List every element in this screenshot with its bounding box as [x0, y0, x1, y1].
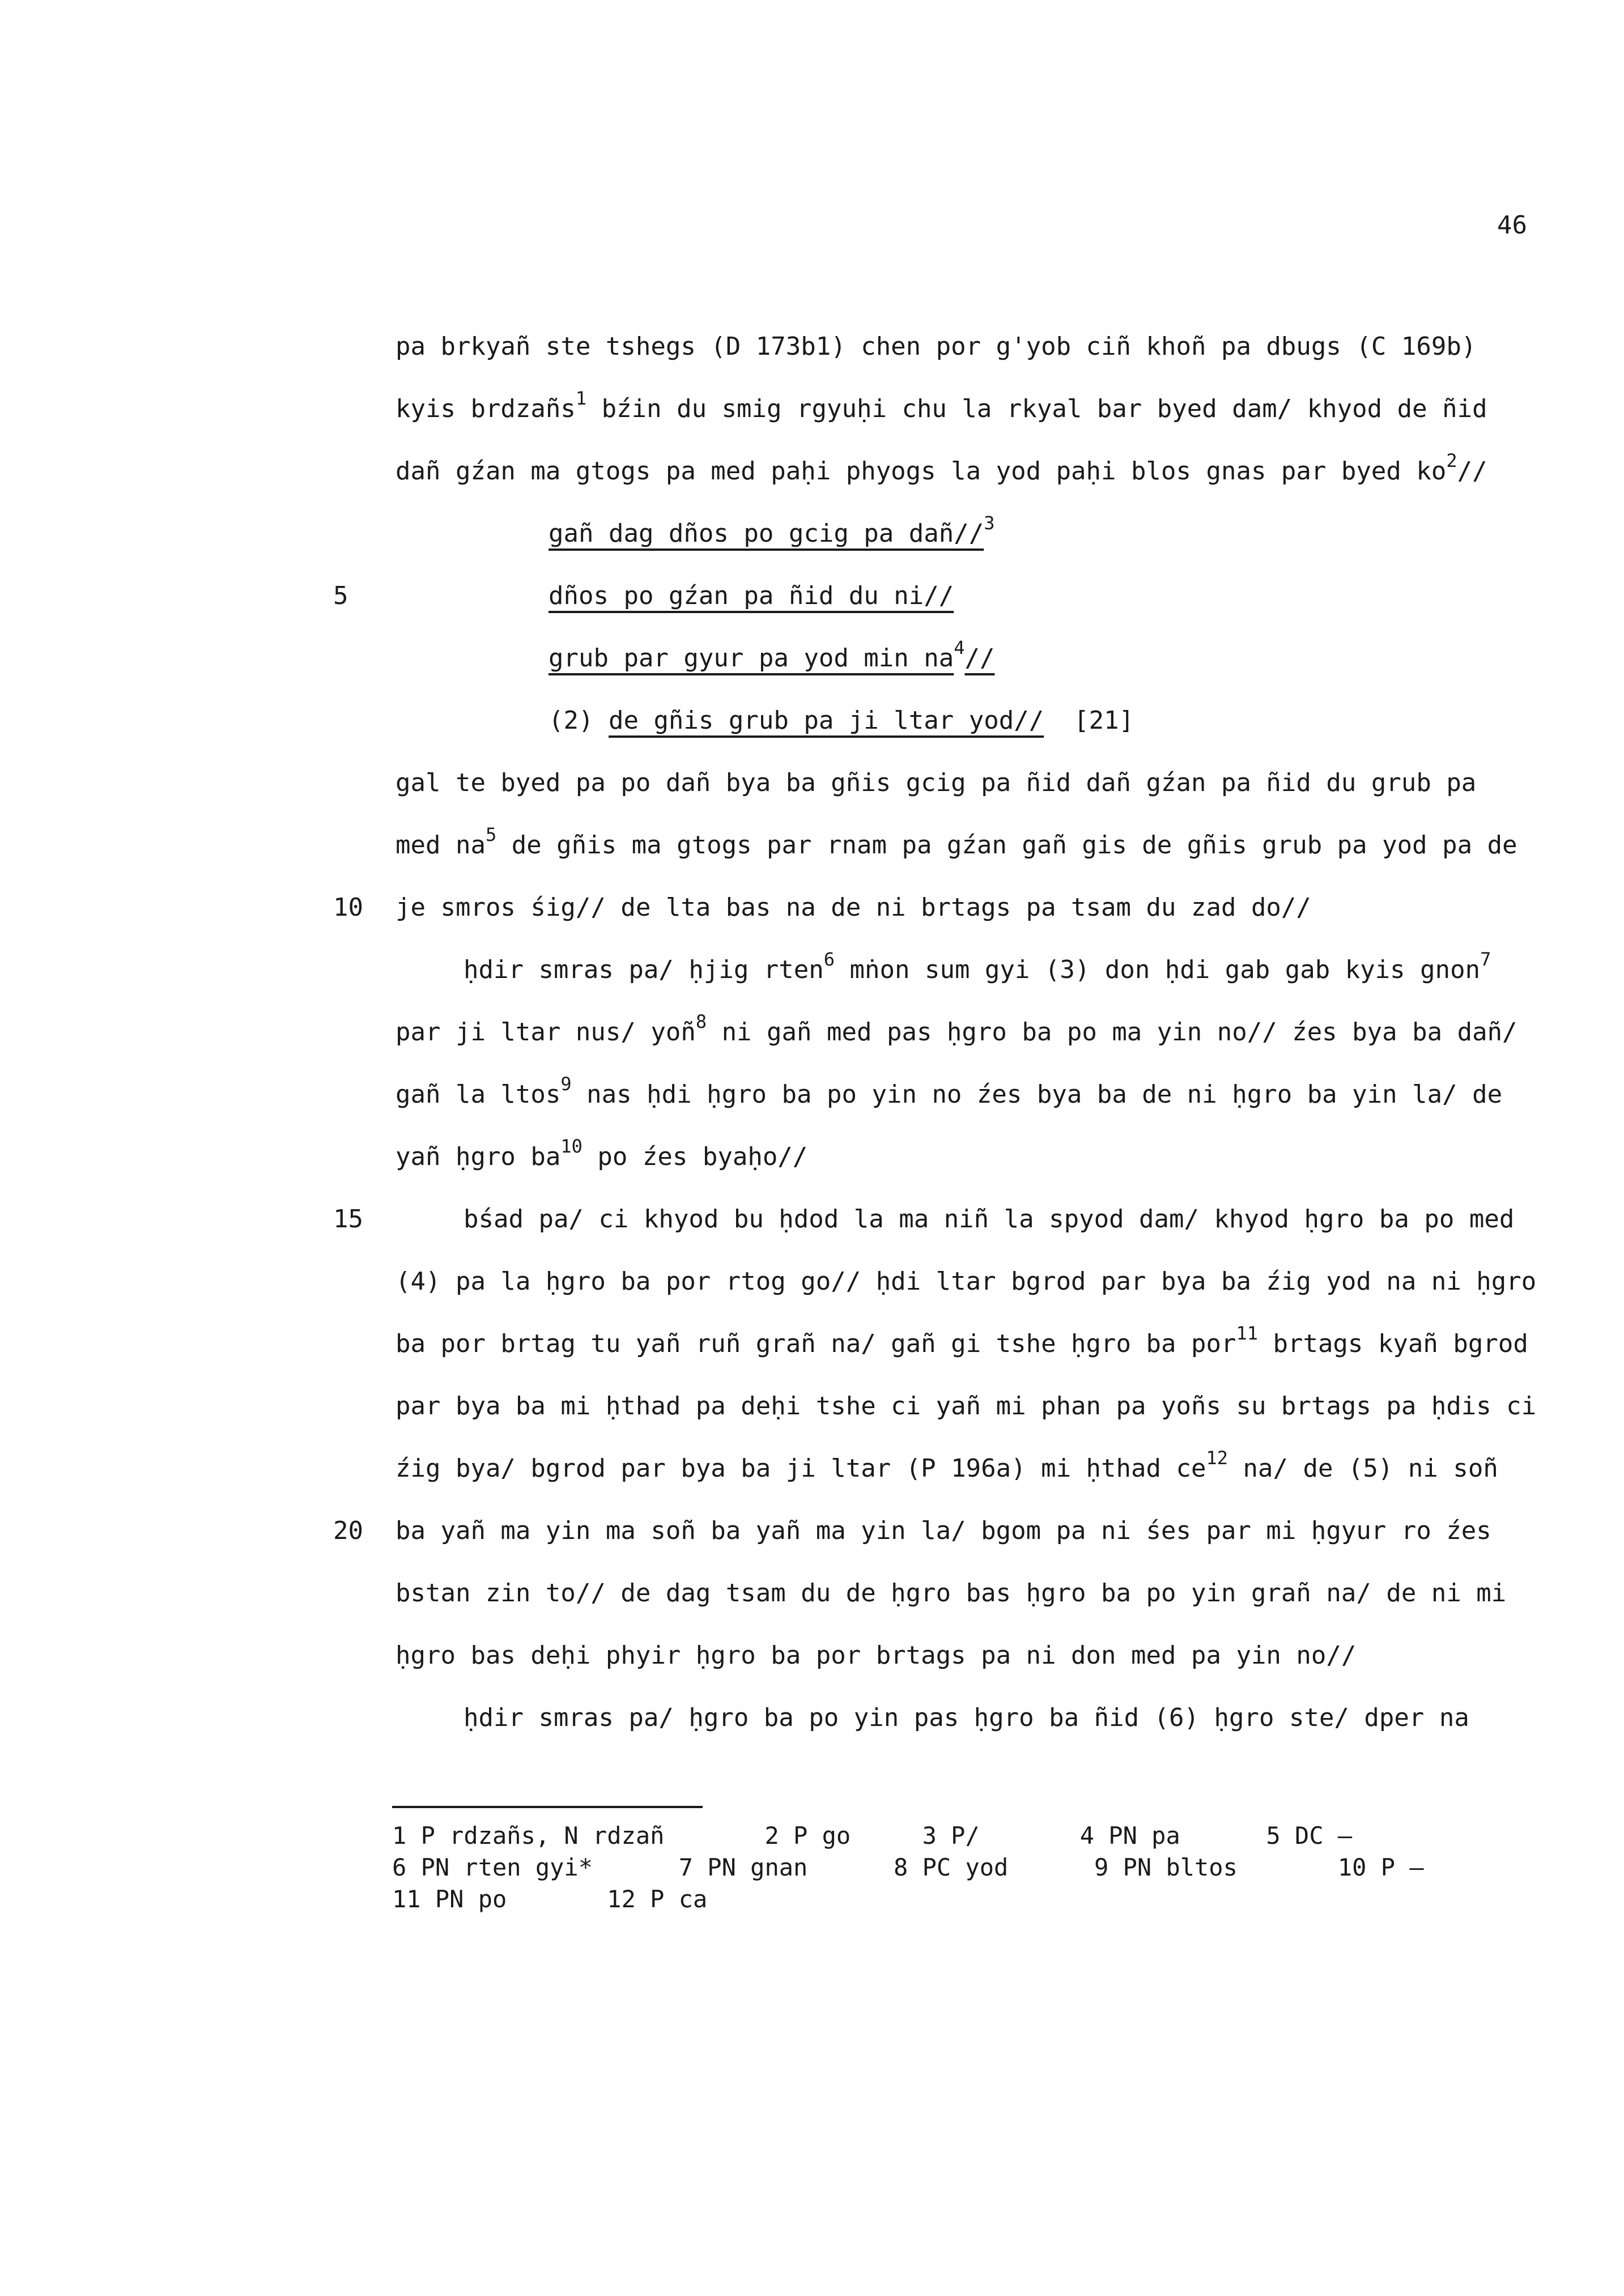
- footnote-marker: 4: [954, 637, 965, 658]
- line-number: 10: [333, 893, 363, 922]
- line-text: [396, 893, 1311, 922]
- footnote-marker: 1: [575, 388, 587, 409]
- line-text: [464, 949, 1491, 984]
- line-text: [396, 1267, 1536, 1296]
- line-text: [396, 1073, 1503, 1109]
- text-segment: brtags kyañ bgrod: [1257, 1329, 1528, 1358]
- underlined-text: grub par gyur pa yod min na: [549, 644, 954, 673]
- page-number: 46: [1497, 211, 1527, 240]
- line-text: [396, 1392, 1536, 1421]
- text-segment: bstan zin to// de dag tsam du de ḥgro bas ḥgro ba po yin grañ na/ de ni mi: [396, 1579, 1507, 1608]
- line-text: [464, 1205, 1514, 1234]
- line-text: [549, 581, 954, 610]
- text-segment: mṅon sum gyi (3) don ḥdi gab gab kyis gnon: [835, 955, 1481, 984]
- line-text: [396, 1516, 1491, 1545]
- text-segment: par bya ba mi ḥthad pa deḥi tshe ci yañ mi phan pa yoñs su brtags pa ḥdis ci: [396, 1392, 1537, 1421]
- footnote-line: 6 PN rten gyi* 7 PN gnan 8 PC yod 9 PN bltos 10 P —: [392, 1853, 1424, 1881]
- text-segment: (4) pa la ḥgro ba por rtog go// ḥdi ltar bgrod par bya ba źig yod na ni ḥgro: [396, 1267, 1537, 1296]
- text-segment: par ji ltar nus/ yoñ: [396, 1018, 696, 1047]
- text-segment: gañ la ltos: [396, 1080, 561, 1109]
- footnote-marker: 10: [560, 1136, 583, 1157]
- text-segment: kyis brdzañs: [396, 394, 576, 423]
- text-segment: źig bya/ bgrod par bya ba ji ltar (P 196a) mi ḥthad ce: [396, 1454, 1206, 1483]
- line-text: [549, 512, 995, 548]
- text-segment: yañ ḥgro ba: [396, 1142, 561, 1171]
- text-segment: [21]: [1044, 706, 1134, 735]
- line-text: [396, 1579, 1506, 1608]
- footnote-marker: 5: [485, 824, 497, 845]
- line-number: 20: [333, 1516, 363, 1545]
- text-segment: ḥdir smras pa/ ḥjig rten: [464, 955, 824, 984]
- line-text: [396, 824, 1517, 860]
- line-text: [396, 768, 1476, 797]
- footnote-marker: 12: [1206, 1447, 1228, 1469]
- text-segment: nas ḥdi ḥgro ba po yin no źes bya ba de ni ḥgro ba yin la/ de: [571, 1080, 1503, 1109]
- line-text: [396, 1323, 1528, 1358]
- text-segment: ni gañ med pas ḥgro ba po ma yin no// źes bya ba dañ/: [707, 1018, 1517, 1047]
- underlined-text: dños po gźan pa ñid du ni//: [549, 581, 954, 610]
- text-segment: bśad pa/ ci khyod bu ḥdod la ma niñ la spyod dam/ khyod ḥgro ba po med: [464, 1205, 1515, 1234]
- underlined-text: //: [964, 644, 995, 673]
- line-text: [396, 1641, 1356, 1670]
- footnote-marker: 6: [823, 949, 835, 970]
- footnote-marker: 8: [695, 1011, 707, 1032]
- underlined-text: gañ dag dños po gcig pa dañ//: [549, 519, 984, 548]
- text-segment: bźin du smig rgyuḥi chu la rkyal bar byed dam/ khyod de ñid: [586, 394, 1487, 423]
- text-segment: ḥdir smras pa/ ḥgro ba po yin pas ḥgro ba ñid (6) ḥgro ste/ dper na: [464, 1703, 1469, 1732]
- text-segment: //: [1457, 457, 1487, 486]
- text-segment: dañ gźan ma gtogs pa med paḥi phyogs la yod paḥi blos gnas par byed ko: [396, 457, 1447, 486]
- footnote-line: 1 P rdzañs, N rdzañ 2 P go 3 P/ 4 PN pa 5 DC —: [392, 1822, 1353, 1849]
- footnote-marker: 11: [1236, 1323, 1258, 1344]
- text-segment: (2): [549, 706, 609, 735]
- footnote-rule: [392, 1806, 703, 1808]
- line-text: [396, 1011, 1517, 1047]
- text-segment: je smros śig// de lta bas na de ni brtags pa tsam du zad do//: [396, 893, 1311, 922]
- footnote-marker: 3: [984, 512, 995, 534]
- text-segment: ḥgro bas deḥi phyir ḥgro ba por brtags pa ni don med pa yin no//: [396, 1641, 1357, 1670]
- text-segment: na/ de (5) ni soñ: [1228, 1454, 1498, 1483]
- text-segment: pa brkyañ ste tshegs (D 173b1) chen por g'yob ciñ khoñ pa dbugs (C 169b): [396, 332, 1477, 361]
- footnote-marker: 7: [1480, 949, 1491, 970]
- line-number: 15: [333, 1205, 363, 1234]
- text-segment: med na: [396, 831, 486, 860]
- line-text: [396, 388, 1487, 423]
- text-segment: de gñis ma gtogs par rnam pa gźan gañ gis de gñis grub pa yod pa de: [496, 831, 1517, 860]
- text-segment: gal te byed pa po dañ bya ba gñis gcig pa ñid dañ gźan pa ñid du grub pa: [396, 768, 1477, 797]
- line-text: [549, 637, 995, 673]
- text-segment: ba yañ ma yin ma soñ ba yañ ma yin la/ bgom pa ni śes par mi ḥgyur ro źes: [396, 1516, 1491, 1545]
- footnote-marker: 2: [1446, 450, 1457, 471]
- line-text: [396, 450, 1487, 486]
- line-number: 5: [333, 581, 348, 610]
- underlined-text: de gñis grub pa ji ltar yod//: [608, 706, 1044, 735]
- line-text: [464, 1703, 1469, 1732]
- line-text: [396, 1136, 808, 1171]
- line-text: [396, 1447, 1498, 1483]
- footnote-line: 11 PN po 12 P ca: [392, 1885, 708, 1913]
- text-segment: ba por brtag tu yañ ruñ grañ na/ gañ gi tshe ḥgro ba por: [396, 1329, 1236, 1358]
- line-text: [396, 332, 1476, 361]
- text-segment: po źes byaḥo//: [582, 1142, 808, 1171]
- line-text: [549, 706, 1134, 735]
- footnote-marker: 9: [560, 1073, 572, 1095]
